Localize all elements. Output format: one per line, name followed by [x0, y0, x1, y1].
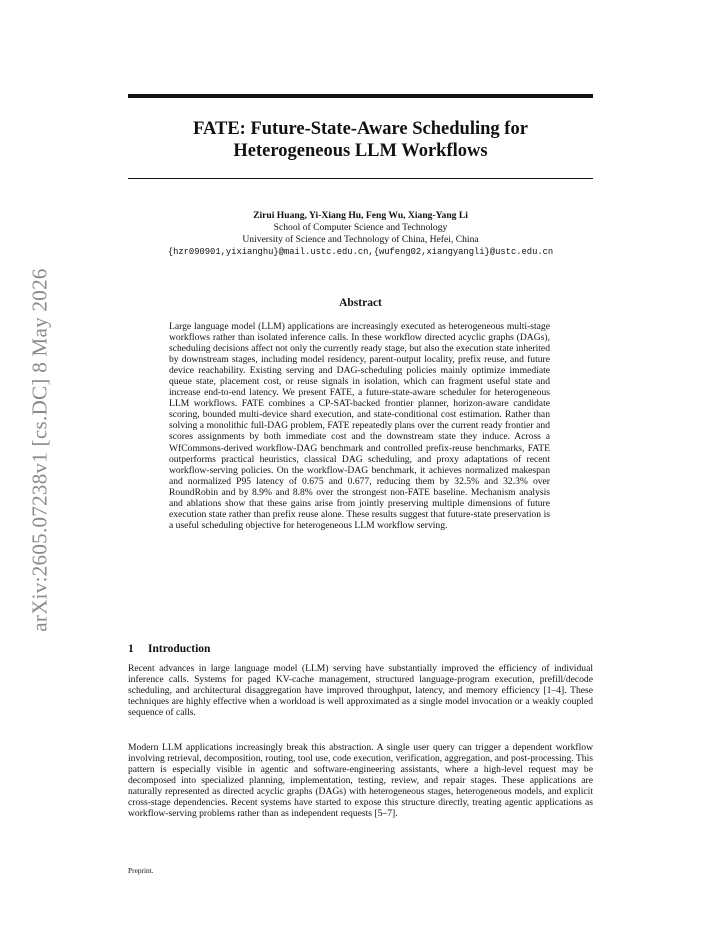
author-names: Zirui Huang, Yi-Xiang Hu, Feng Wu, Xiang-Yang Li — [253, 210, 468, 221]
paper-title-line-2: Heterogeneous LLM Workflows — [233, 141, 488, 161]
title-top-rule — [128, 94, 593, 98]
section-number: 1 — [128, 643, 134, 655]
section-title: Introduction — [148, 643, 211, 655]
title-bottom-rule — [128, 178, 593, 179]
author-block — [100, 210, 621, 258]
author-department: School of Computer Science and Technology — [273, 222, 448, 233]
paper-title-line-1: FATE: Future-State-Aware Scheduling for — [193, 119, 528, 139]
paper-title — [128, 118, 593, 162]
author-university: University of Science and Technology of China, Hefei, China — [242, 234, 479, 245]
abstract-text: Large language model (LLM) applications are increasingly executed as heterogeneous multi-stage workflows rather than isolated inference calls. In these workflow directed acyclic graphs (DAGs), scheduling decisions affect not only the currently ready stage, but also the execution state inherited by downstream stages, including model residency, parent-output locality, prefix reuse, and future device reachability. Existing serving and DAG-scheduling policies mainly optimize immediate queue state, placement cost, or reuse signals in isolation, which can fragment useful state and increase end-to-end latency. We present FATE, a future-state-aware scheduler for heterogeneous LLM workflows. FATE combines a CP-SAT-backed frontier planner, horizon-aware candidate scoring, bounded multi-device shard execution, and state-conditional cost estimation. Rather than solving a monolithic full-DAG problem, FATE repeatedly plans over the current ready frontier and scores assignments by both immediate cost and the downstream state they induce. Across a WfCommons-derived workflow-DAG benchmark and controlled prefix-reuse benchmarks, FATE outperforms practical heuristics, classical DAG scheduling, and proxy adaptations of recent workflow-serving policies. On the workflow-DAG benchmark, it achieves normalized makespan and normalized P95 latency of 0.675 and 0.677, reducing them by 32.5% and 32.3% over RoundRobin and by 8.9% and 8.8% over the strongest non-FATE baseline. Mechanism analysis and ablations show that these gains arise from jointly preserving multiple dimensions of future execution state rather than prefix reuse alone. These results suggest that future-state preservation is a useful scheduling objective for heterogeneous LLM workflow serving. — [169, 321, 550, 531]
intro-paragraph-2: Modern LLM applications increasingly break this abstraction. A single user query can trigger a dependent workflow involving retrieval, decomposition, routing, tool use, code execution, verification, aggregation, and post-processing. This pattern is especially visible in agentic and software-engineering assistants, where a high-level request may be decomposed into specialized planning, implementation, testing, review, and repair stages. These applications are naturally represented as directed acyclic graphs (DAGs) with heterogeneous stages, heterogeneous models, and explicit cross-stage dependencies. Recent systems have started to expose this structure directly, treating agentic applications as workflow-serving problems rather than as independent requests [5–7]. — [128, 742, 593, 820]
intro-paragraph-1: Recent advances in large language model (LLM) serving have substantially improved the efficiency of individual inference calls. Systems for paged KV-cache management, structured language-program execution, prefill/decode scheduling, and architectural disaggregation have improved throughput, latency, and memory efficiency [1–4]. These techniques are highly effective when a workload is well approximated as a single model invocation or a weakly coupled sequence of calls. — [128, 663, 593, 719]
arxiv-identifier: arXiv:2605.07238v1 [cs.DC] 8 May 2026 — [27, 268, 52, 632]
abstract-heading: Abstract — [339, 297, 382, 309]
author-emails: {hzr090901,yixianghu}@mail.ustc.edu.cn,{wufeng02,xiangyangli}@ustc.edu.cn — [167, 247, 554, 257]
preprint-footer: Preprint. — [128, 866, 154, 875]
section-heading-introduction — [128, 643, 210, 655]
